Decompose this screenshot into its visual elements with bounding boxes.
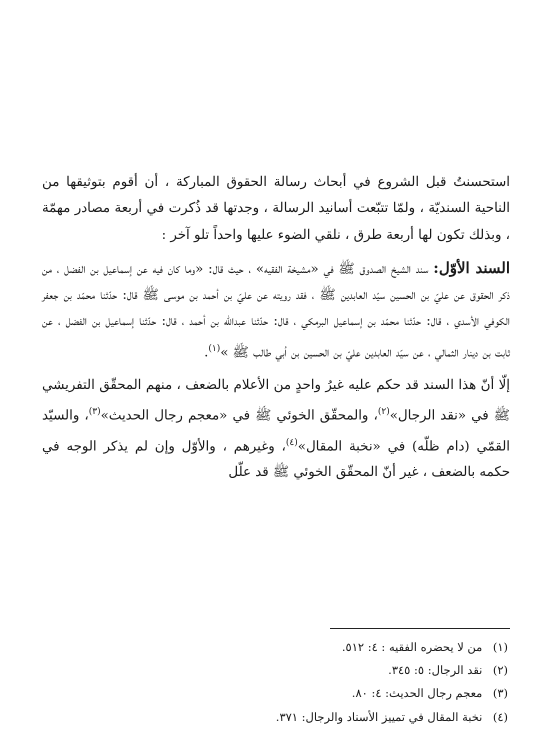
- footnotes: [42, 636, 508, 729]
- footnote-text: نقد الرجال: ٥: ٣٤٥.: [388, 663, 483, 678]
- criticism-text-c: ، والسيّد القمّي (دام ظلّه) في «نخبة المقال»: [42, 408, 510, 455]
- footnote-number: (٤): [492, 709, 508, 724]
- footnote-ref-1: (١): [208, 343, 221, 354]
- criticism-paragraph: [42, 373, 510, 487]
- first-chain-end: .: [204, 345, 209, 361]
- footnote-text: من لا يحضره الفقيه : ٤: ٥١٢.: [341, 640, 483, 654]
- criticism-text-b: ، والمحقّق الخوئي ﷺ في «معجم رجال الحديث»: [100, 408, 378, 424]
- first-chain-text: سند الشيخ الصدوق ﷺ في «مشيخة الفقيه» ، حيث قال: «وما كان فيه عن إسماعيل بن الفضل ، من ذكر الحقوق عن عليّ بن الحسين سيّد العابدين ﷺ ، فقد رويته عن عليّ بن أحمد بن موسى ﷺ قال: حدّثنا محمّد بن جعفر الكوفي الأسدي ، قال: حدّثنا محمّد بن إسماعيل البرمكي ، قال: حدّثنا عبدالله بن أحمد ، قال: حدّثنا إسماعيل بن الفضل ، عن ثابت بن دينار الثمالي ، عن سيّد العابدين عليّ بن الحسين بن أبي طالب ﷺ »: [42, 261, 510, 361]
- footnote-ref-4: (٤): [285, 437, 298, 448]
- first-chain-paragraph: [42, 255, 510, 367]
- footnote-item: [42, 682, 508, 705]
- footnote-text: نخبة المقال في تمييز الأسناد والرجال: ٣٧١.: [275, 709, 483, 724]
- footnote-text: معجم رجال الحديث: ٤: ٨٠.: [351, 686, 483, 701]
- footnote-item: [42, 706, 508, 729]
- footnote-divider: [330, 628, 510, 629]
- criticism-text-a: إلّا أنّ هذا السند قد حكم عليه غيرُ واحدٍ من الأعلام بالضعف ، منهم المحقّق التفريشي ﷺ في «نقد الرجال»: [42, 377, 510, 424]
- criticism-text-d: ، وغيرهم ، والأوّل وإن لم يذكر الوجه في حكمه بالضعف ، غير أنّ المحقّق الخوئي ﷺ قد علّل: [42, 439, 510, 481]
- footnote-ref-3: (٣): [88, 406, 101, 417]
- footnote-item: [42, 659, 508, 682]
- main-text: [42, 170, 510, 487]
- footnote-ref-2: (٢): [377, 406, 390, 417]
- intro-paragraph: استحسنتُ قبل الشروع في أبحاث رسالة الحقوق المباركة ، أن أقوم بتوثيقها من الناحية السنديّة ، ولمّا تتبّعت أسانيد الرسالة ، وجدتها قد ذُكرت في أربعة مصادر مهمّة ، وبذلك تكون لها أربعة طرق ، نلقي الضوء عليها واحداً تلو آخر :: [42, 175, 510, 243]
- footnote-number: (٣): [492, 686, 508, 701]
- footnote-number: (١): [492, 640, 508, 654]
- first-chain-heading: السند الأوّل:: [433, 258, 510, 277]
- footnote-item: [42, 636, 508, 659]
- footnote-number: (٢): [492, 663, 508, 678]
